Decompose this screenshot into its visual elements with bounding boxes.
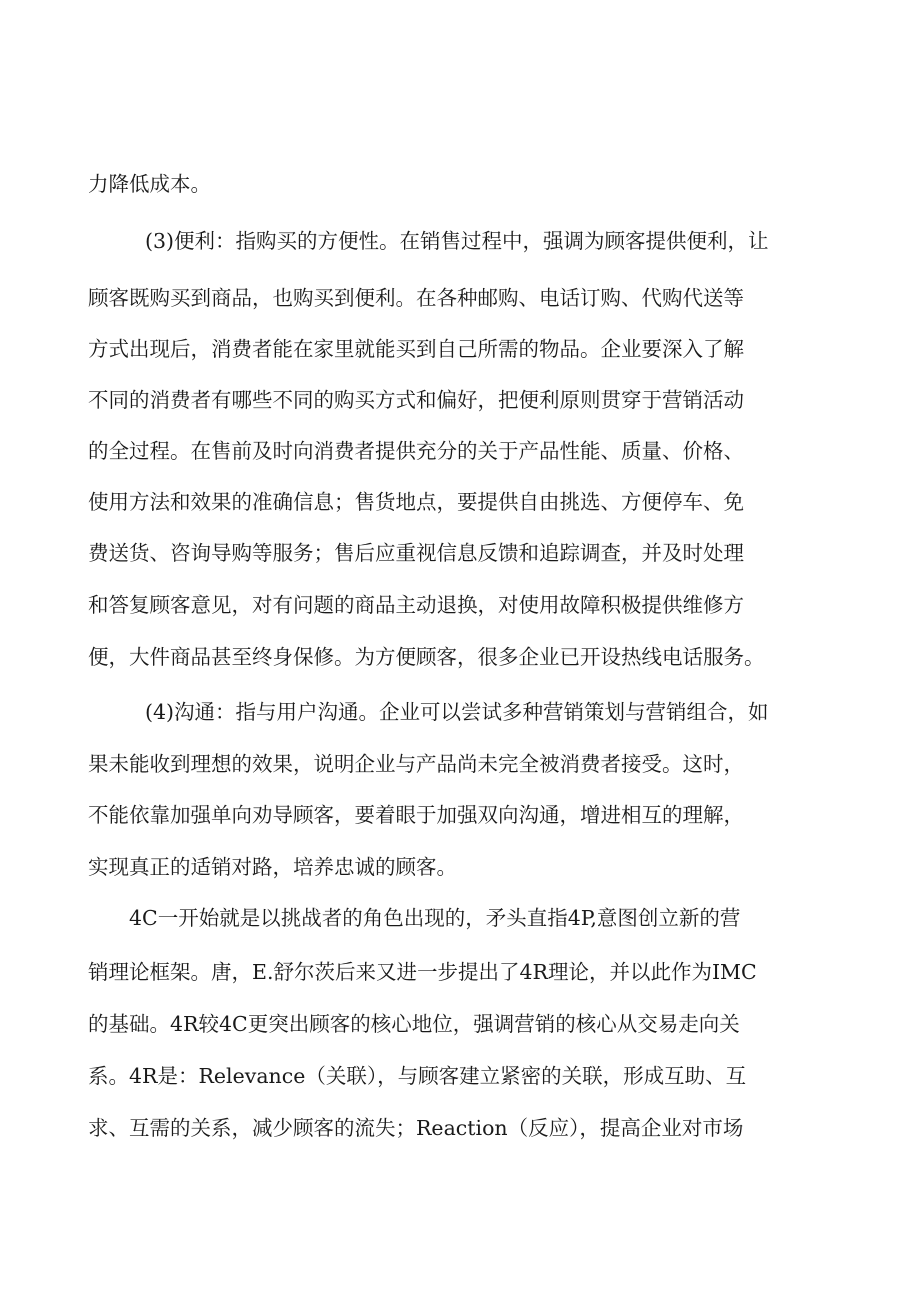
text-line: 果未能收到理想的效果，说明企业与产品尚未完全被消费者接受。这时， — [88, 752, 744, 776]
text-line: 便，大件商品甚至终身保修。为方便顾客，很多企业已开设热线电话服务。 — [88, 645, 765, 669]
text-line: 的基础。4R较4C更突出顾客的核心地位，强调营销的核心从交易走向关 — [88, 1012, 740, 1036]
text-line: 不能依靠加强单向劝导顾客，要着眼于加强双向沟通，增进相互的理解， — [88, 803, 744, 827]
text-line: 系。4R是：Relevance（关联），与顾客建立紧密的关联，形成互助、互 — [88, 1064, 747, 1088]
text-line: 不同的消费者有哪些不同的购买方式和偏好，把便利原则贯穿于营销活动 — [88, 388, 744, 412]
text-line: (3)便利：指购买的方便性。在销售过程中，强调为顾客提供便利，让 — [145, 229, 769, 253]
text-line: 实现真正的适销对路，培养忠诚的顾客。 — [88, 855, 457, 879]
text-line: 和答复顾客意见，对有问题的商品主动退换，对使用故障积极提供维修方 — [88, 593, 744, 617]
text-line: 顾客既购买到商品，也购买到便利。在各种邮购、电话订购、代购代送等 — [88, 286, 744, 310]
text-line: 力降低成本。 — [88, 172, 211, 196]
text-line: 费送货、咨询导购等服务；售后应重视信息反馈和追踪调查，并及时处理 — [88, 541, 744, 565]
text-line: 使用方法和效果的准确信息；售货地点，要提供自由挑选、方便停车、免 — [88, 490, 744, 514]
text-line: 4C一开始就是以挑战者的角色出现的，矛头直指4P,意图创立新的营 — [129, 906, 741, 930]
text-line: 销理论框架。唐，E.舒尔茨后来又进一步提出了4R理论，并以此作为IMC — [88, 960, 757, 984]
text-line: 方式出现后，消费者能在家里就能买到自己所需的物品。企业要深入了解 — [88, 337, 744, 361]
text-line: 的全过程。在售前及时向消费者提供充分的关于产品性能、质量、价格、 — [88, 439, 744, 463]
text-line: (4)沟通：指与用户沟通。企业可以尝试多种营销策划与营销组合，如 — [145, 700, 769, 724]
text-line: 求、互需的关系，减少顾客的流失；Reaction（反应），提高企业对市场 — [88, 1116, 744, 1140]
